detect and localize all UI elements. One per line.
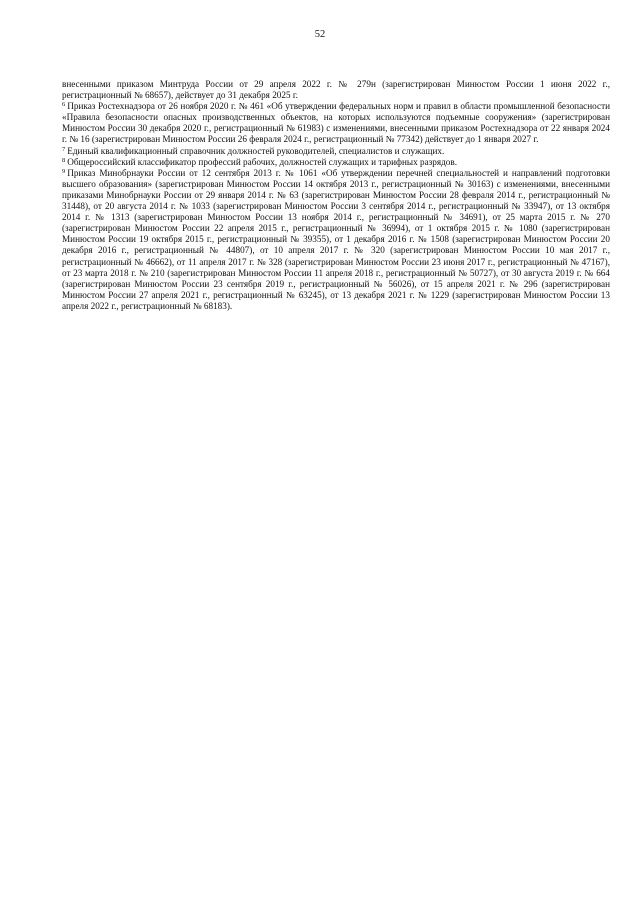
footnotes-block xyxy=(62,79,610,312)
footnote-7 xyxy=(62,146,610,157)
footnote-text: Общероссийский классификатор профессий рабочих, должностей служащих и тарифных разрядов. xyxy=(67,156,458,167)
footnote-mark: 7 xyxy=(62,145,66,153)
footnote-6 xyxy=(62,101,610,145)
footnote-8 xyxy=(62,157,610,168)
footnote-text: Приказ Минобрнауки России от 12 сентября 2013 г. № 1061 «Об утверждении перечней специальностей и направлений подготовки высшего образования» (зарегистрирован Минюстом России 14 октября 2013 г., регистрационный № 30163) с изменениями, внесенными приказами Минобрнауки России от 29 января 2014 г. № 63 (зарегистрирован Минюстом России 28 февраля 2014 г., регистрационный № 31448), от 20 августа 2014 г. № 1033 (зарегистрирован Минюстом России 3 сентября 2014 г., регистрационный № 33947), от 13 октября 2014 г. № 1313 (зарегистрирован Минюстом России 13 ноября 2014 г., регистрационный № 34691), от 25 марта 2015 г. № 270 (зарегистрирован Минюстом России 22 апреля 2015 г., регистрационный № 36994), от 1 октября 2015 г. № 1080 (зарегистрирован Минюстом России 19 октября 2015 г., регистрационный № 39355), от 1 декабря 2016 г. № 1508 (зарегистрирован Минюстом России 20 декабря 2016 г., регистрационный № 44807), от 10 апреля 2017 г. № 320 (зарегистрирован Минюстом России 10 мая 2017 г., регистрационный № 46662), от 11 апреля 2017 г. № 328 (зарегистрирован Минюстом России 23 июня 2017 г., регистрационный № 47167), от 23 марта 2018 г. № 210 (зарегистрирован Минюстом России 11 апреля 2018 г., регистрационный № 50727), от 30 августа 2019 г. № 664 (зарегистрирован Минюстом России 23 сентября 2019 г., регистрационный № 56026), от 15 апреля 2021 г. № 296 (зарегистрирован Минюстом России 27 апреля 2021 г., регистрационный № 63245), от 13 декабря 2021 г. № 1229 (зарегистрирован Минюстом России 13 апреля 2022 г., регистрационный № 68183). xyxy=(62,167,610,311)
footnote-mark: 6 xyxy=(62,101,66,109)
footnote-mark: 8 xyxy=(62,156,66,164)
footnote-mark: 9 xyxy=(62,167,66,175)
footnote-text: внесенными приказом Минтруда России от 29 апреля 2022 г. № 279н (зарегистрирован Минюстом России 1 июня 2022 г., регистрационный № 68657), действует до 31 декабря 2025 г. xyxy=(62,79,610,101)
footnote-9 xyxy=(62,168,610,312)
footnote-continuation xyxy=(62,79,610,101)
footnote-text: Единый квалификационный справочник должностей руководителей, специалистов и служащих. xyxy=(67,145,445,156)
page-number: 52 xyxy=(314,29,326,40)
footnote-text: Приказ Ростехнадзора от 26 ноября 2020 г. № 461 «Об утверждении федеральных норм и правил в области промышленной безопасности «Правила безопасности опасных производственных объектов, на которых используются подъемные сооружения» (зарегистрирован Минюстом России 30 декабря 2020 г., регистрационный № 61983) с изменениями, внесенными приказом Ростехнадзора от 22 января 2024 г. № 16 (зарегистрирован Минюстом России 26 февраля 2024 г., регистрационный № 77342) действует до 1 января 2027 г. xyxy=(62,101,610,145)
